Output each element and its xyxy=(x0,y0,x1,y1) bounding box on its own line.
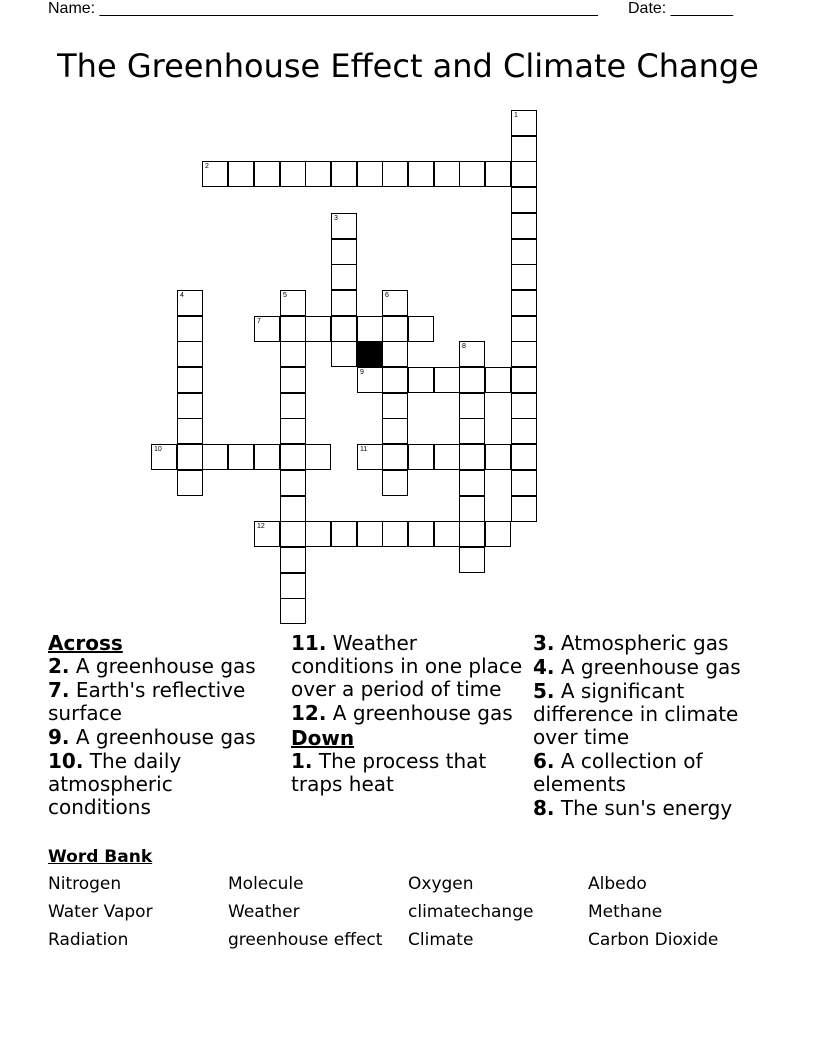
grid-cell[interactable] xyxy=(459,393,485,419)
cell-number: 11 xyxy=(360,446,368,453)
grid-cell[interactable] xyxy=(382,316,408,342)
grid-cell[interactable] xyxy=(331,341,357,367)
page-title: The Greenhouse Effect and Climate Change xyxy=(57,47,759,85)
grid-cell[interactable] xyxy=(434,161,460,187)
clue-across-7: 7. Earth's reflective surface xyxy=(48,678,246,725)
grid-cell[interactable] xyxy=(511,316,537,342)
grid-cell[interactable] xyxy=(485,521,511,547)
grid-cell[interactable] xyxy=(177,470,203,496)
grid-cell[interactable] xyxy=(485,367,511,393)
grid-cell[interactable] xyxy=(280,547,306,573)
grid-cell[interactable] xyxy=(280,496,306,522)
word-bank-item: climatechange xyxy=(408,902,534,922)
word-bank-item: Carbon Dioxide xyxy=(588,930,719,950)
grid-cell[interactable] xyxy=(177,316,203,342)
word-bank-item: Oxygen xyxy=(408,874,474,894)
name-line[interactable]: Name: ________________________________________________________ xyxy=(48,0,598,17)
cell-number: 3 xyxy=(334,215,338,222)
grid-cell[interactable] xyxy=(459,341,485,367)
black-cell xyxy=(357,341,383,367)
clue-column-1 xyxy=(48,630,273,820)
grid-cell[interactable] xyxy=(357,367,383,393)
grid-cell[interactable] xyxy=(151,444,177,470)
word-bank xyxy=(48,845,788,951)
clue-column-3 xyxy=(533,630,773,821)
grid-cell[interactable] xyxy=(357,316,383,342)
grid-cell[interactable] xyxy=(434,367,460,393)
grid-cell[interactable] xyxy=(280,521,306,547)
clue-across-2: 2. A greenhouse gas xyxy=(48,654,256,678)
grid-cell[interactable] xyxy=(280,418,306,444)
clue-across-11: 11. Weather conditions in one place over a period of time xyxy=(291,631,523,701)
grid-cell[interactable] xyxy=(254,316,280,342)
grid-cell[interactable] xyxy=(485,444,511,470)
grid-cell[interactable] xyxy=(408,316,434,342)
grid-cell[interactable] xyxy=(331,521,357,547)
grid-cell[interactable] xyxy=(305,444,331,470)
grid-cell[interactable] xyxy=(459,418,485,444)
grid-cell[interactable] xyxy=(254,444,280,470)
grid-cell[interactable] xyxy=(511,213,537,239)
grid-cell[interactable] xyxy=(280,573,306,599)
word-bank-item: Nitrogen xyxy=(48,874,122,894)
word-bank-item: Methane xyxy=(588,902,663,922)
grid-cell[interactable] xyxy=(459,161,485,187)
grid-cell[interactable] xyxy=(511,418,537,444)
grid-cell[interactable] xyxy=(177,418,203,444)
grid-cell[interactable] xyxy=(434,444,460,470)
grid-cell[interactable] xyxy=(331,161,357,187)
grid-cell[interactable] xyxy=(511,341,537,367)
cell-number: 12 xyxy=(257,523,265,530)
grid-cell[interactable] xyxy=(382,161,408,187)
grid-cell[interactable] xyxy=(280,470,306,496)
grid-cell[interactable] xyxy=(177,290,203,316)
cell-number: 9 xyxy=(360,369,364,376)
cell-number: 7 xyxy=(257,318,261,325)
grid-cell[interactable] xyxy=(331,316,357,342)
grid-cell[interactable] xyxy=(177,341,203,367)
grid-cell[interactable] xyxy=(357,444,383,470)
cell-number: 2 xyxy=(205,163,209,170)
word-bank-item: Weather xyxy=(228,902,300,922)
grid-cell[interactable] xyxy=(254,161,280,187)
clue-across-12: 12. A greenhouse gas xyxy=(291,701,513,725)
grid-cell[interactable] xyxy=(280,316,306,342)
grid-cell[interactable] xyxy=(331,290,357,316)
word-bank-item: Molecule xyxy=(228,874,304,894)
grid-cell[interactable] xyxy=(382,367,408,393)
down-heading: Down xyxy=(291,726,355,750)
grid-cell[interactable] xyxy=(280,341,306,367)
grid-cell[interactable] xyxy=(280,598,306,624)
header xyxy=(48,0,748,20)
word-bank-item: Radiation xyxy=(48,930,129,950)
grid-cell[interactable] xyxy=(382,418,408,444)
clue-down-5: 5. A significant difference in climate over time xyxy=(533,679,739,749)
word-bank-heading: Word Bank xyxy=(48,847,153,867)
clue-down-1: 1. The process that traps heat xyxy=(291,749,487,796)
grid-cell[interactable] xyxy=(459,496,485,522)
grid-cell[interactable] xyxy=(408,367,434,393)
grid-cell[interactable] xyxy=(511,367,537,393)
grid-cell[interactable] xyxy=(459,367,485,393)
grid-cell[interactable] xyxy=(382,444,408,470)
grid-cell[interactable] xyxy=(280,290,306,316)
grid-cell[interactable] xyxy=(382,470,408,496)
word-bank-grid xyxy=(48,873,788,951)
grid-cell[interactable] xyxy=(305,316,331,342)
grid-cell[interactable] xyxy=(459,444,485,470)
grid-cell[interactable] xyxy=(511,264,537,290)
grid-cell[interactable] xyxy=(511,161,537,187)
grid-cell[interactable] xyxy=(331,264,357,290)
grid-cell[interactable] xyxy=(254,521,280,547)
grid-cell[interactable] xyxy=(305,521,331,547)
grid-cell[interactable] xyxy=(511,470,537,496)
grid-cell[interactable] xyxy=(305,161,331,187)
grid-cell[interactable] xyxy=(408,444,434,470)
clue-column-2 xyxy=(291,630,526,797)
clue-across-9: 9. A greenhouse gas xyxy=(48,725,256,749)
cell-number: 1 xyxy=(514,112,518,119)
grid-cell[interactable] xyxy=(459,470,485,496)
grid-cell[interactable] xyxy=(511,444,537,470)
grid-cell[interactable] xyxy=(382,393,408,419)
clue-across-10: 10. The daily atmospheric conditions xyxy=(48,749,182,819)
grid-cell[interactable] xyxy=(331,213,357,239)
grid-cell[interactable] xyxy=(485,161,511,187)
grid-cell[interactable] xyxy=(511,496,537,522)
grid-cell[interactable] xyxy=(511,239,537,265)
word-bank-item: greenhouse effect xyxy=(228,930,383,950)
word-bank-item: Water Vapor xyxy=(48,902,153,922)
grid-cell[interactable] xyxy=(177,444,203,470)
grid-cell[interactable] xyxy=(434,521,460,547)
grid-cell[interactable] xyxy=(459,521,485,547)
across-heading: Across xyxy=(48,631,123,655)
grid-cell[interactable] xyxy=(177,393,203,419)
word-bank-item: Climate xyxy=(408,930,474,950)
grid-cell[interactable] xyxy=(511,110,537,136)
grid-cell[interactable] xyxy=(202,444,228,470)
grid-cell[interactable] xyxy=(511,290,537,316)
cell-number: 5 xyxy=(283,292,287,299)
clue-down-3: 3. Atmospheric gas xyxy=(533,631,729,655)
grid-cell[interactable] xyxy=(331,239,357,265)
grid-cell[interactable] xyxy=(382,521,408,547)
grid-cell[interactable] xyxy=(280,444,306,470)
grid-cell[interactable] xyxy=(357,521,383,547)
grid-cell[interactable] xyxy=(511,187,537,213)
grid-cell[interactable] xyxy=(228,444,254,470)
grid-cell[interactable] xyxy=(408,521,434,547)
cell-number: 6 xyxy=(385,292,389,299)
grid-cell[interactable] xyxy=(280,161,306,187)
clue-down-4: 4. A greenhouse gas xyxy=(533,655,741,679)
grid-cell[interactable] xyxy=(280,393,306,419)
grid-cell[interactable] xyxy=(357,161,383,187)
cell-number: 8 xyxy=(462,343,466,350)
clue-down-8: 8. The sun's energy xyxy=(533,796,733,820)
cell-number: 10 xyxy=(154,446,162,453)
cell-number: 4 xyxy=(180,292,184,299)
grid-cell[interactable] xyxy=(228,161,254,187)
word-bank-item: Albedo xyxy=(588,874,647,894)
grid-cell[interactable] xyxy=(202,161,228,187)
grid-cell[interactable] xyxy=(459,547,485,573)
grid-cell[interactable] xyxy=(511,136,537,162)
grid-cell[interactable] xyxy=(382,290,408,316)
clue-down-6: 6. A collection of elements xyxy=(533,749,703,796)
date-line[interactable]: Date: _______ xyxy=(628,0,733,17)
grid-cell[interactable] xyxy=(280,367,306,393)
grid-cell[interactable] xyxy=(177,367,203,393)
grid-cell[interactable] xyxy=(511,393,537,419)
grid-cell[interactable] xyxy=(408,161,434,187)
grid-cell[interactable] xyxy=(382,341,408,367)
